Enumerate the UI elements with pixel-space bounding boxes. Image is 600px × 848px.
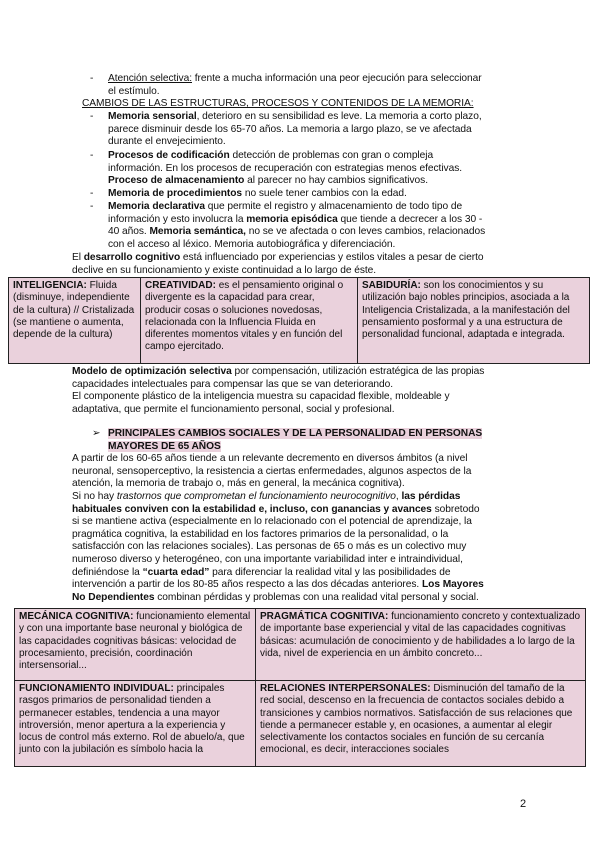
list-dash: -	[90, 201, 94, 212]
declarativa-item: Memoria declarativa que permite el registro y almacenamiento de todo tipo de información y esto involucra la memoria episódica que tiende a decrecer a los 30 - 40 años. Memoria semántica, no se ve afectada o con leves cambios, relacionados con el acceso al léxico. Memoria autobiográfica y diferenciación.	[108, 201, 486, 250]
optimizacion-paragraph: Modelo de optimización selectiva por compensación, utilización estratégica de las propias capacidades intelectuales para compensar las que se van deteriorando. El componente plástico de la inteligencia muestra su capacidad flexible, moldeable y adaptativa, que permite el funcionamiento personal, social y profesional.	[72, 366, 485, 415]
mecanica-cell: MECÁNICA COGNITIVA: funcionamiento elemental y con una importante base neuronal y biológica de las capacidades cognitivas básicas: velocidad de procesamiento, precisión, coordinación intersensorial...	[15, 609, 256, 681]
list-dash: -	[90, 73, 94, 84]
desarrollo-paragraph: El desarrollo cognitivo está influenciado por experiencias y estilos vitales a pesar de cierto declive en su funcionamiento y existe continuidad a lo largo de éste.	[72, 252, 484, 276]
inteligencia-cell: INTELIGENCIA: Fluida (disminuye, independiente de la cultura) // Cristalizada (se mantiene o aumenta, depende de la cultura)	[9, 278, 141, 364]
procedimientos-item: Memoria de procedimientos no suele tener cambios con la edad.	[108, 188, 407, 199]
atencion-label: Atención selectiva:	[108, 73, 192, 84]
sabiduria-cell: SABIDURÍA: son los conocimientos y su utilización bajo nobles principios, asociada a la Inteligencia Cristalizada, a la manifestación del pensamiento posformal y a una estructura de personalidad funcional, adaptada e integrada.	[358, 278, 590, 364]
pragmatica-cell: PRAGMÁTICA COGNITIVA: funcionamiento concreto y contextualizado de importante base experiencial y vital de las capacidades cognitivas básicas: acumulación de conocimiento y de habilidades a lo largo de la vida, nivel de experiencia en un ámbito concreto...	[256, 609, 586, 681]
cognitive-table	[8, 277, 590, 364]
arrow-bullet-icon: ➢	[92, 428, 101, 439]
social-table	[14, 608, 586, 767]
list-dash: -	[90, 150, 94, 161]
list-dash: -	[90, 188, 94, 199]
memoria-sensorial-item: Memoria sensorial, deterioro en su sensibilidad es leve. La memoria a corto plazo, parece disminuir desde los 65-70 años. La memoria a largo plazo, se ve afectada durante el envejecimiento.	[108, 111, 482, 148]
page-number: 2	[520, 798, 527, 810]
list-dash: -	[90, 111, 94, 122]
cambios-heading: CAMBIOS DE LAS ESTRUCTURAS, PROCESOS Y CONTENIDOS DE LA MEMORIA:	[82, 98, 474, 109]
creatividad-cell: CREATIVIDAD: es el pensamiento original o divergente es la capacidad para crear, producir cosas o soluciones novedosas, relacionada con la Influencia Fluida en diferentes momentos vitales y en función del campo ejercitado.	[141, 278, 358, 364]
section2-heading: PRINCIPALES CAMBIOS SOCIALES Y DE LA PERSONALIDAD EN PERSONAS MAYORES DE 65 AÑOS	[108, 428, 483, 452]
relaciones-cell: RELACIONES INTERPERSONALES: Disminución del tamaño de la red social, descenso en la frecuencia de contactos sociales debido a transiciones y cambios normativos. Satisfacción de sus relaciones que tiende a permanecer estable y, en ocasiones, a aumentar al elegir selectivamente los contactos sociales en función de su cercanía emocional, es decir, interacciones sociales	[256, 681, 586, 767]
individual-cell: FUNCIONAMIENTO INDIVIDUAL: principales rasgos primarios de personalidad tienden a permanecer estables, tendencia a una mayor introversión, menor apertura a la experiencia y locus de control más externo. Rol de abuelo/a, que junto con la jubilación es símbolo hacia la	[15, 681, 256, 767]
atencion-item: Atención selectiva: frente a mucha información una peor ejecución para seleccionar el estímulo.	[108, 73, 482, 97]
section2-paragraph-2: Si no hay trastornos que comprometan el funcionamiento neurocognitivo, las pérdidas habituales conviven con la estabilidad e, incluso, con ganancias y avances sobretodo si se mantiene activa (especialmente en lo relacionado con el potencial de aprendizaje, la pragmática cognitiva, la estabilidad en los factores primarios de la personalidad, o la satisfacción con las relaciones sociales). Las personas de 65 o más es un colectivo muy numeroso diverso y heterogéneo, con una importante variabilidad inter e intraindividual, definiéndose la “cuarta edad” para diferenciar la realidad vital y las posibilidades de intervención a partir de los 80-85 años respecto a las dos décadas anteriores. Los Mayores No Dependientes combinan pérdidas y problemas con una realidad vital personal y social.	[72, 491, 484, 603]
codificacion-item: Procesos de codificación detección de problemas con gran o compleja información. En los procesos de recuperación con estrategias menos efectivas. Proceso de almacenamiento al parecer no hay cambios significativos.	[108, 150, 463, 187]
section2-paragraph-1: A partir de los 60-65 años tiende a un relevante decremento en diversos ámbitos (a nivel neuronal, sensoperceptivo, la resistencia a ciertas enfermedades, algunos aspectos de la atención, la memoria de trabajo o, más en general, la mecánica cognitiva).	[72, 453, 472, 490]
